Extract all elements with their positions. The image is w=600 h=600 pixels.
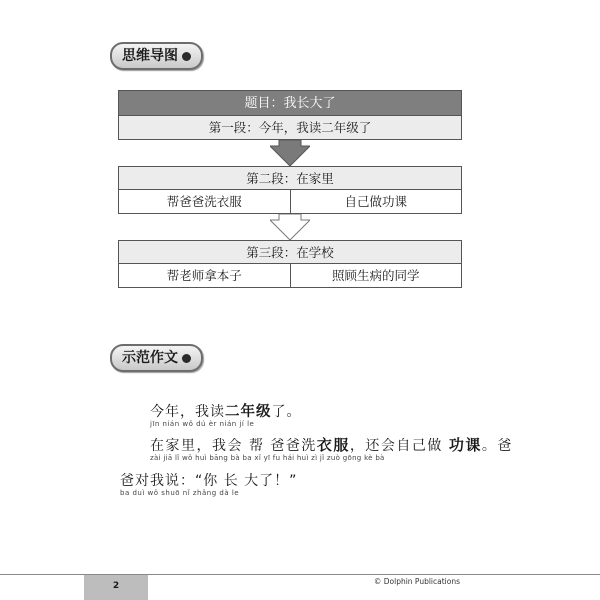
mind-map-para2-item: 自己做功课	[344, 194, 407, 209]
bullet-dot-icon	[182, 354, 191, 363]
bullet-dot-icon	[182, 52, 191, 61]
essay-line-3-pinyin: ba duì wǒ shuō nǐ zhǎng dà le	[120, 489, 240, 497]
mind-map-para2-items	[118, 190, 462, 214]
mind-map-para2-title: 第二段：在家里	[118, 166, 462, 190]
essay-line-2-pinyin: zài jiā lǐ wǒ huì bāng bà ba xǐ yī fu hái huì zì jǐ zuò gōng kè bà	[150, 454, 385, 462]
essay-line-3-text: 爸对我说：“你 长 大了！”	[120, 473, 298, 489]
down-arrow-dark-icon	[270, 140, 310, 166]
mind-map-para3-item: 照顾生病的同学	[331, 268, 420, 283]
mind-map-title: 题目：我长大了	[118, 90, 462, 116]
mind-map-para3-title: 第三段：在学校	[118, 240, 462, 264]
mind-map-para3-item: 帮老师拿本子	[119, 264, 291, 287]
mind-map-para3-items	[118, 264, 462, 288]
essay-line-1-text: 今年，我读二年级了。	[150, 404, 302, 420]
down-arrow-light-icon	[270, 214, 310, 240]
mind-map-para2-item: 帮爸爸洗衣服	[119, 190, 291, 213]
sample-essay-header	[110, 344, 203, 372]
sample-essay-header-text: 示范作文	[122, 350, 178, 366]
essay-line-2	[150, 434, 513, 462]
essay-line-1	[150, 400, 302, 428]
essay-line-2-text: 在家里，我会 帮 爸爸洗衣服，还会自己做 功课。爸	[150, 436, 513, 454]
publisher-credit: © Dolphin Publications	[373, 577, 460, 586]
essay-line-3	[120, 470, 297, 497]
mind-map-para1: 第一段：今年，我读二年级了	[118, 116, 462, 140]
page-number: 2	[84, 575, 148, 600]
mind-map-header-text: 思维导图	[122, 48, 178, 64]
essay-line-1-pinyin: jīn nián wǒ dú èr nián jí le	[150, 420, 255, 428]
mind-map-header	[110, 42, 203, 70]
